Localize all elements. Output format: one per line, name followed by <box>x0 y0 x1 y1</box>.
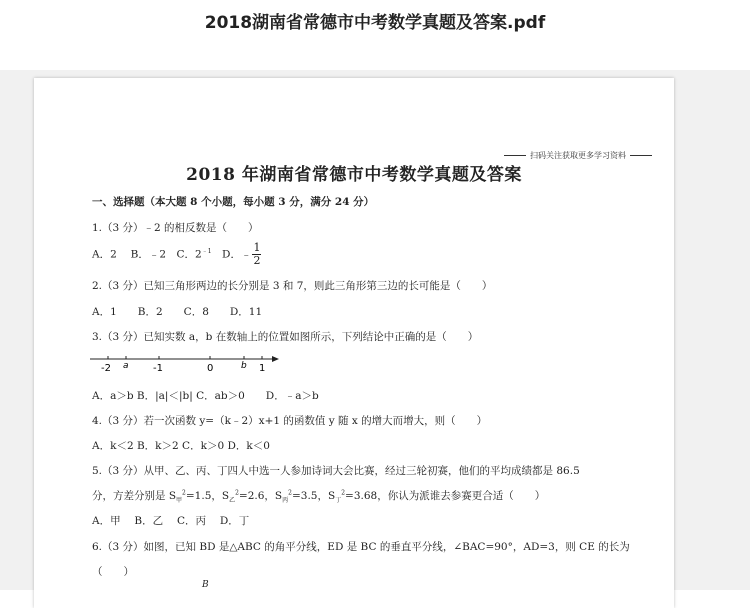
label-minus1: -1 <box>153 363 163 374</box>
q2-options: A．1 B．2 C．8 D．11 <box>92 306 263 318</box>
q5-text-b: =1.5，S <box>185 490 230 502</box>
q6-stem: 6.（3 分）如图，已知 BD 是△ABC 的角平分线，ED 是 BC 的垂直平分线，∠BAC=90°，AD=3，则 CE 的长为 <box>92 541 630 553</box>
q5-sub-yi: 乙 <box>229 497 236 505</box>
label-1: 1 <box>259 363 266 374</box>
q1-option-d: D．﹣ <box>211 248 252 261</box>
label-b: b <box>241 361 247 371</box>
frac-numerator: 1 <box>253 241 261 254</box>
section-heading: 一、选择题（本大题 8 个小题，每小题 3 分，满分 24 分） <box>92 196 375 208</box>
q5-stem-line2 <box>92 488 545 504</box>
q5-sub-jia: 甲 <box>176 497 183 505</box>
q5-sup-3: 2 <box>288 489 292 497</box>
q3-stem: 3.（3 分）已知实数 a，b 在数轴上的位置如图所示，下列结论中正确的是（ ） <box>92 331 479 343</box>
number-line-arrow <box>272 356 279 362</box>
q4-stem: 4.（3 分）若一次函数 y=（k﹣2）x+1 的函数值 y 随 x 的增大而增大，则（ ） <box>92 415 488 427</box>
q5-options: A．甲 B．乙 C．丙 D．丁 <box>92 515 250 527</box>
label-0: 0 <box>207 363 214 374</box>
number-line-figure <box>90 354 280 376</box>
label-a: a <box>123 361 129 371</box>
q1-stem: 1.（3 分）﹣2 的相反数是（ ） <box>92 222 259 234</box>
q6-paren: （ ） <box>92 566 134 578</box>
q6-figure-label-b: B <box>202 580 209 590</box>
pdf-page <box>34 78 674 608</box>
document-title: 2018 年湖南省常德市中考数学真题及答案 <box>186 165 522 185</box>
banner-dash-left <box>504 155 526 156</box>
q5-text-c: =2.6，S <box>238 490 283 502</box>
label-minus2: -2 <box>101 363 111 374</box>
q1-fraction <box>252 242 261 267</box>
banner-dash-right <box>630 155 652 156</box>
frac-denominator: 2 <box>253 254 261 267</box>
q5-stem-line1: 5.（3 分）从甲、乙、丙、丁四人中选一人参加诗词大会比赛，经过三轮初赛，他们的平均成绩都是 86.5 <box>92 465 580 477</box>
q3-options: A．a＞b B．|a|＜|b| C．ab＞0 D．﹣a＞b <box>92 390 319 402</box>
q1-options-text: A．2 B．﹣2 C．2 <box>92 248 202 261</box>
q1-options <box>92 242 261 267</box>
q5-sub-ding: 丁 <box>335 497 342 505</box>
q1-exponent: ﹣1 <box>201 248 212 255</box>
q5-sup-2: 2 <box>235 489 239 497</box>
q4-options: A．k＜2 B．k＞2 C．k＞0 D．k＜0 <box>92 440 270 452</box>
q5-text-a: 分，方差分别是 S <box>92 490 177 502</box>
q5-sup-4: 2 <box>341 489 346 497</box>
q2-stem: 2.（3 分）已知三角形两边的长分别是 3 和 7，则此三角形第三边的长可能是（ ） <box>92 280 493 292</box>
q5-text-d: =3.5，S <box>291 490 336 502</box>
q5-sup-1: 2 <box>182 489 186 497</box>
file-title: 2018湖南省常德市中考数学真题及答案.pdf <box>204 13 546 33</box>
q5-text-e: =3.68，你认为派谁去参赛更合适（ ） <box>345 490 546 502</box>
banner-text: 扫码关注获取更多学习资料 <box>530 151 626 160</box>
viewer-header <box>0 0 750 70</box>
q5-sub-bing: 丙 <box>282 497 289 505</box>
